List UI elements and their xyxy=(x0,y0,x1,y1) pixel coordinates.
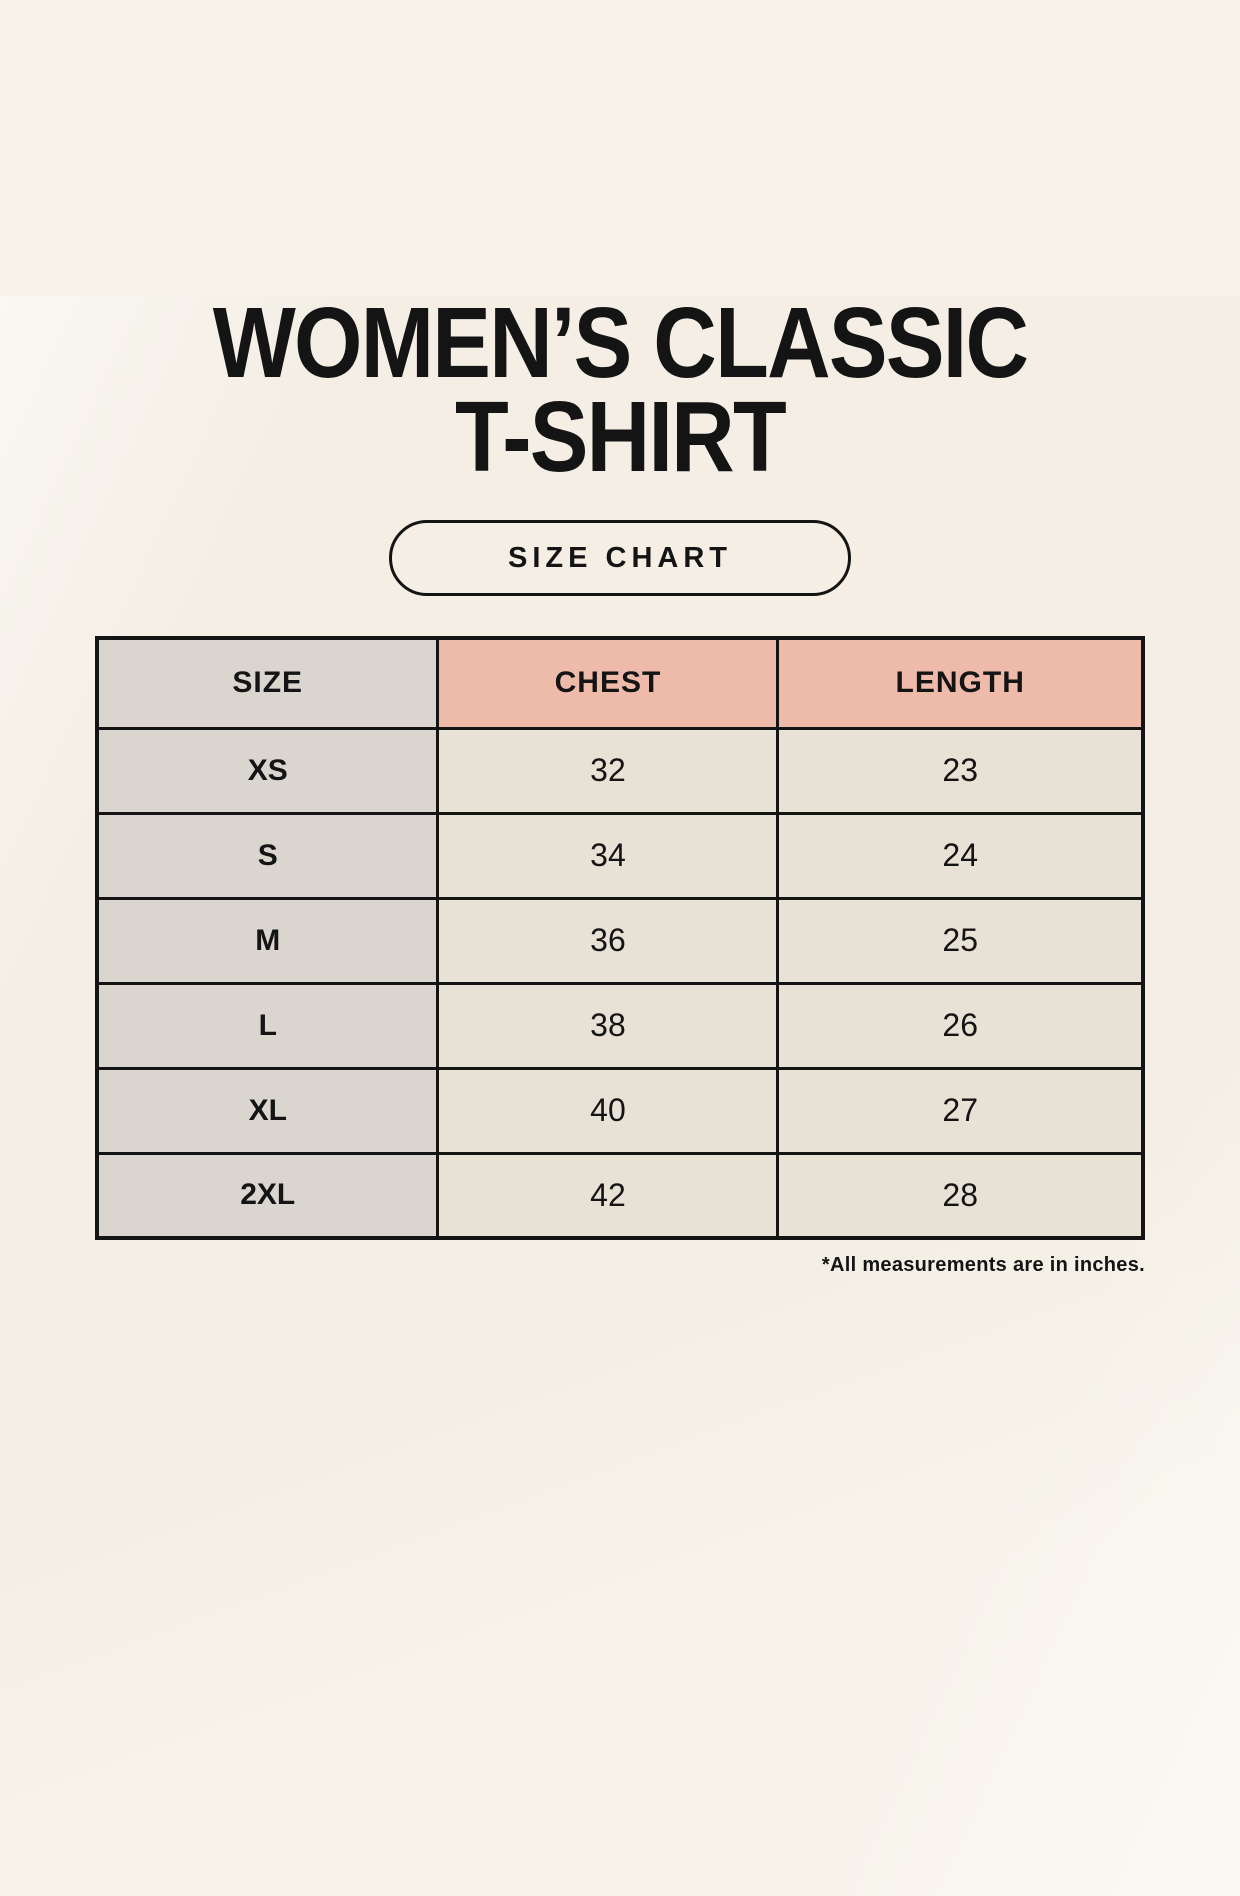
column-header-size: SIZE xyxy=(97,638,438,728)
chest-cell: 42 xyxy=(438,1153,778,1238)
table-row xyxy=(97,983,1143,1068)
column-header-chest: CHEST xyxy=(438,638,778,728)
size-chart-badge xyxy=(389,520,851,596)
chest-cell: 38 xyxy=(438,983,778,1068)
size-cell: 2XL xyxy=(97,1153,438,1238)
table-row xyxy=(97,728,1143,813)
size-chart-badge-label: SIZE CHART xyxy=(508,541,732,574)
length-cell: 28 xyxy=(778,1153,1143,1238)
chest-cell: 34 xyxy=(438,813,778,898)
table-row xyxy=(97,898,1143,983)
table-row xyxy=(97,813,1143,898)
size-cell: M xyxy=(97,898,438,983)
table-row xyxy=(97,1068,1143,1153)
product-title-line-2: T-SHIRT xyxy=(455,381,785,493)
length-cell: 25 xyxy=(778,898,1143,983)
chest-cell: 36 xyxy=(438,898,778,983)
size-cell: S xyxy=(97,813,438,898)
size-cell: XS xyxy=(97,728,438,813)
column-header-length: LENGTH xyxy=(778,638,1143,728)
table-row xyxy=(97,1153,1143,1238)
product-title xyxy=(74,287,1165,493)
chest-cell: 32 xyxy=(438,728,778,813)
size-cell: XL xyxy=(97,1068,438,1153)
length-cell: 26 xyxy=(778,983,1143,1068)
product-title-line-1: WOMEN’S CLASSIC xyxy=(212,287,1028,399)
page-background xyxy=(0,287,1240,1896)
length-cell: 24 xyxy=(778,813,1143,898)
measurements-footnote: *All measurements are in inches. xyxy=(821,1254,1145,1276)
size-table xyxy=(95,636,1145,1240)
size-cell: L xyxy=(97,983,438,1068)
content-area xyxy=(0,287,1240,1277)
length-cell: 23 xyxy=(778,728,1143,813)
table-header-row xyxy=(97,638,1143,728)
chest-cell: 40 xyxy=(438,1068,778,1153)
length-cell: 27 xyxy=(778,1068,1143,1153)
